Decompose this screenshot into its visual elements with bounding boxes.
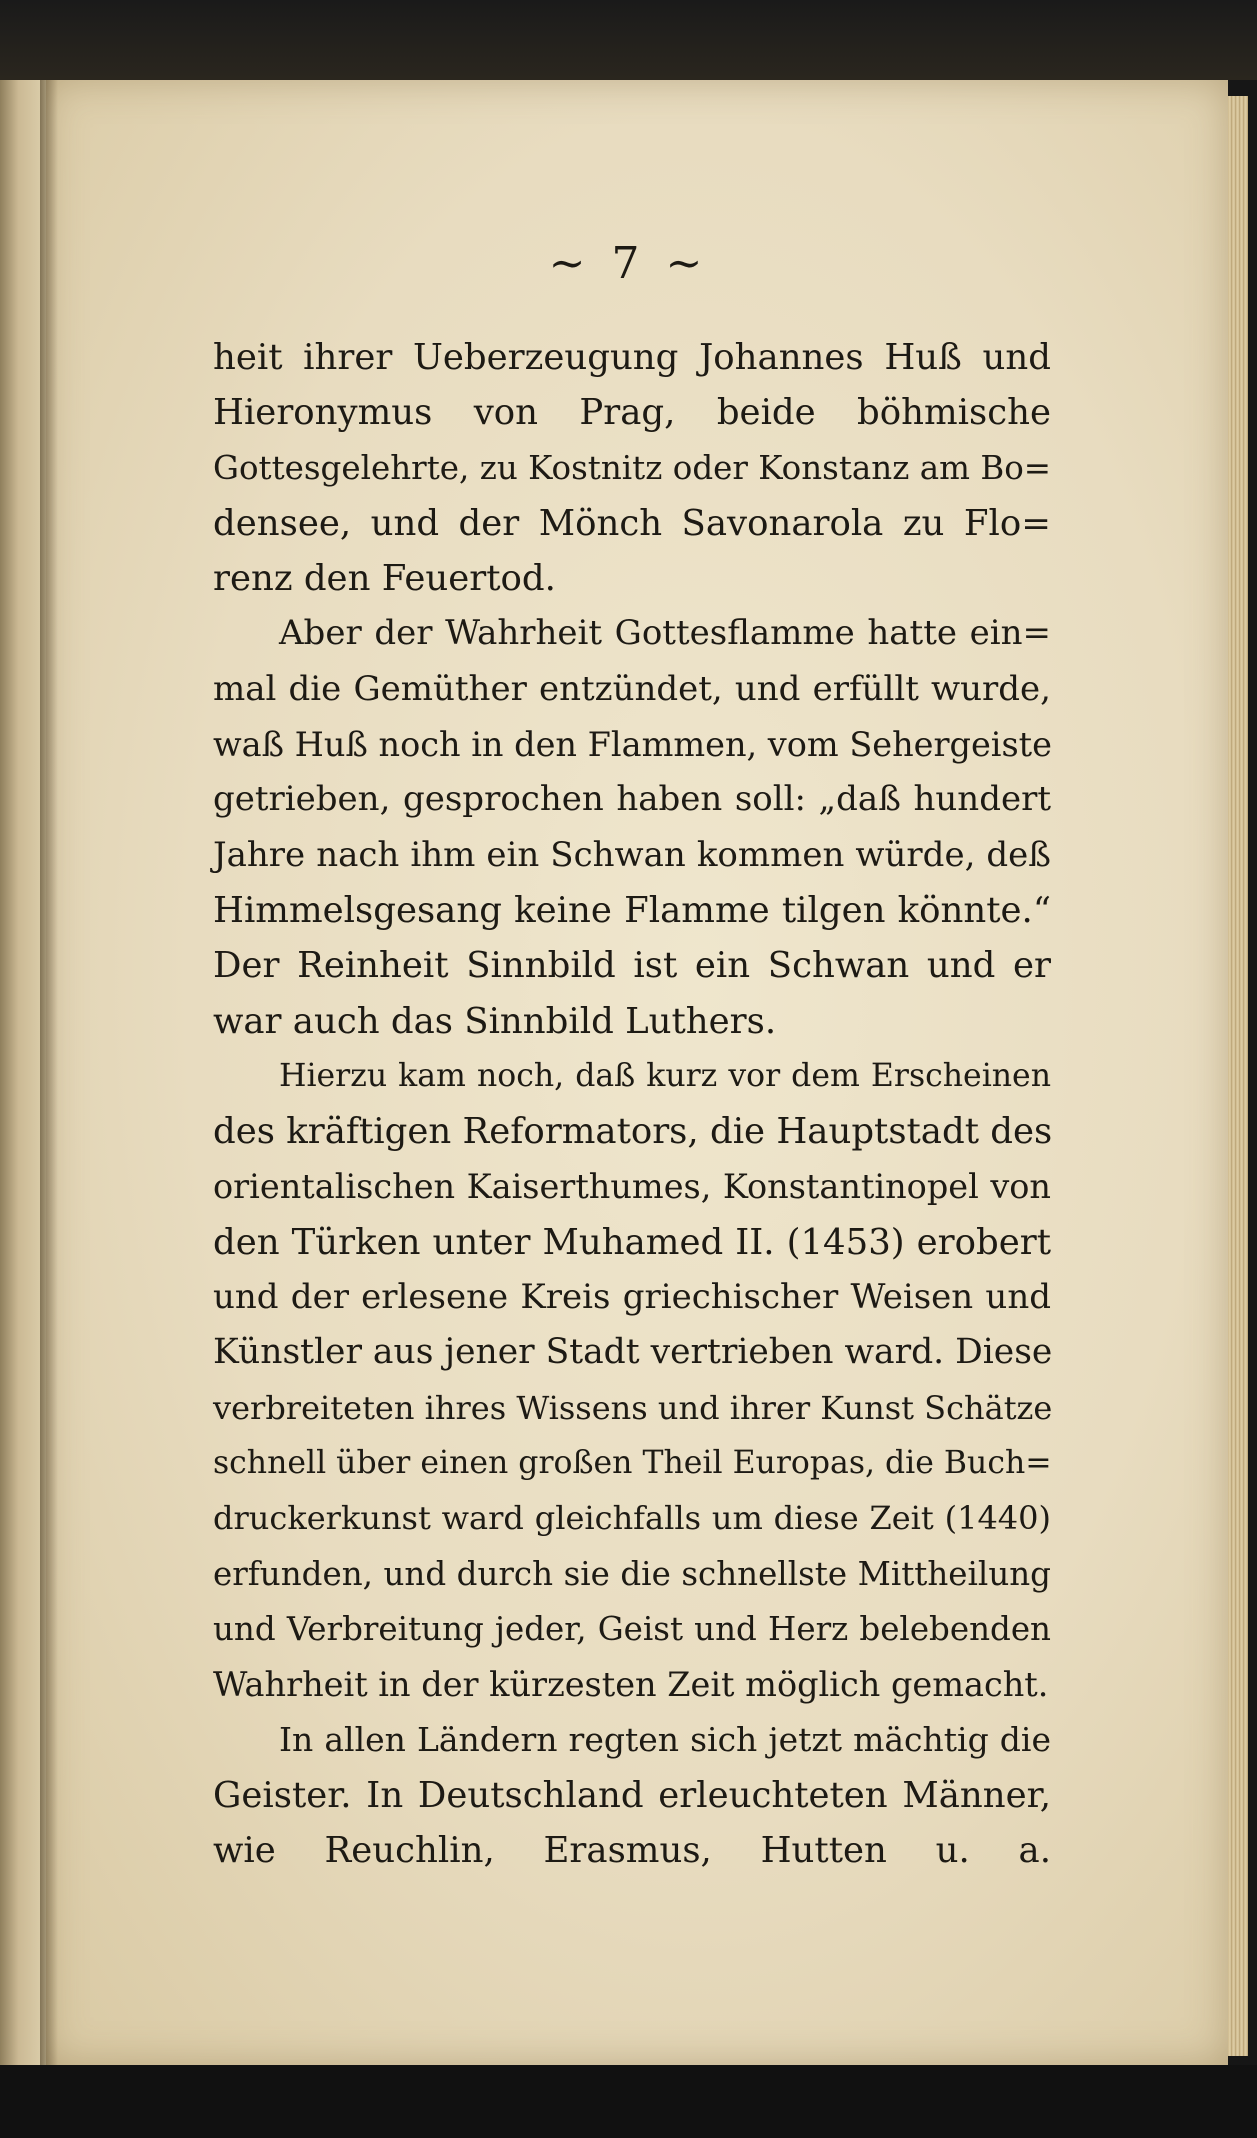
text-line: In allen Ländern regten sich jetzt mächtig die [279, 1720, 1051, 1760]
text-line: orientalischen Kaiserthumes, Konstantinopel von [213, 1167, 1051, 1207]
text-line: Geister. In Deutschland erleuchteten Männer, [213, 1774, 1051, 1816]
text-line: war auch das Sinnbild Luthers. [213, 1000, 777, 1042]
text-line: den Türken unter Muhamed II. (1453) erobert [213, 1221, 1051, 1263]
text-line: Der Reinheit Sinnbild ist ein Schwan und er [213, 945, 1051, 987]
text-line: schnell über einen großen Theil Europas, die Buch= [213, 1444, 1052, 1481]
text-line: waß Huß noch in den Flammen, vom Sehergeiste [213, 725, 1052, 765]
text-line: Aber der Wahrheit Gottesflamme hatte ein= [279, 613, 1051, 654]
body-text [213, 330, 1051, 1878]
text-line: Himmelsgesang keine Flamme tilgen könnte.“ [213, 889, 1051, 931]
text-line: verbreiteten ihres Wissens und ihrer Kunst Schätze [213, 1388, 1053, 1427]
text-line: heit ihrer Ueberzeugung Johannes Huß und [213, 337, 1051, 378]
page-number-header: ~ 7 ~ [548, 238, 709, 289]
text-line: und Verbreitung jeder, Geist und Herz belebenden [213, 1609, 1051, 1648]
text-line: Hierzu kam noch, daß kurz vor dem Erscheinen [279, 1057, 1051, 1094]
text-line: des kräftigen Reformators, die Hauptstadt des [213, 1111, 1053, 1153]
text-line: druckerkunst ward gleichfalls um diese Zeit (1440) [213, 1499, 1051, 1538]
text-line: Wahrheit in der kürzesten Zeit möglich gemacht. [213, 1665, 1049, 1705]
text-line: Hieronymus von Prag, beide böhmische [213, 392, 1051, 434]
text-line: Gottesgelehrte, zu Kostnitz oder Konstanz am Bo= [213, 448, 1051, 487]
text-line: mal die Gemüther entzündet, und erfüllt wurde, [213, 668, 1051, 709]
page-stack-edge [1228, 96, 1248, 2056]
text-line: densee, und der Mönch Savonarola zu Flo= [213, 502, 1051, 544]
scan-background-top [0, 0, 1257, 80]
text-line: renz den Feuertod. [213, 558, 556, 600]
text-line: erfunden, und durch sie die schnellste Mittheilung [213, 1554, 1051, 1593]
text-line: Künstler aus jener Stadt vertrieben ward. Diese [213, 1332, 1053, 1373]
text-line: und der erlesene Kreis griechischer Weisen und [213, 1277, 1051, 1318]
scan-background-bottom [0, 2065, 1257, 2138]
spine-shadow [40, 80, 58, 2065]
text-line: Jahre nach ihm ein Schwan kommen würde, deß [213, 834, 1051, 875]
text-line: wie Reuchlin, Erasmus, Hutten u. a. [213, 1830, 1051, 1872]
text-line: getrieben, gesprochen haben soll: „daß hundert [213, 779, 1051, 820]
